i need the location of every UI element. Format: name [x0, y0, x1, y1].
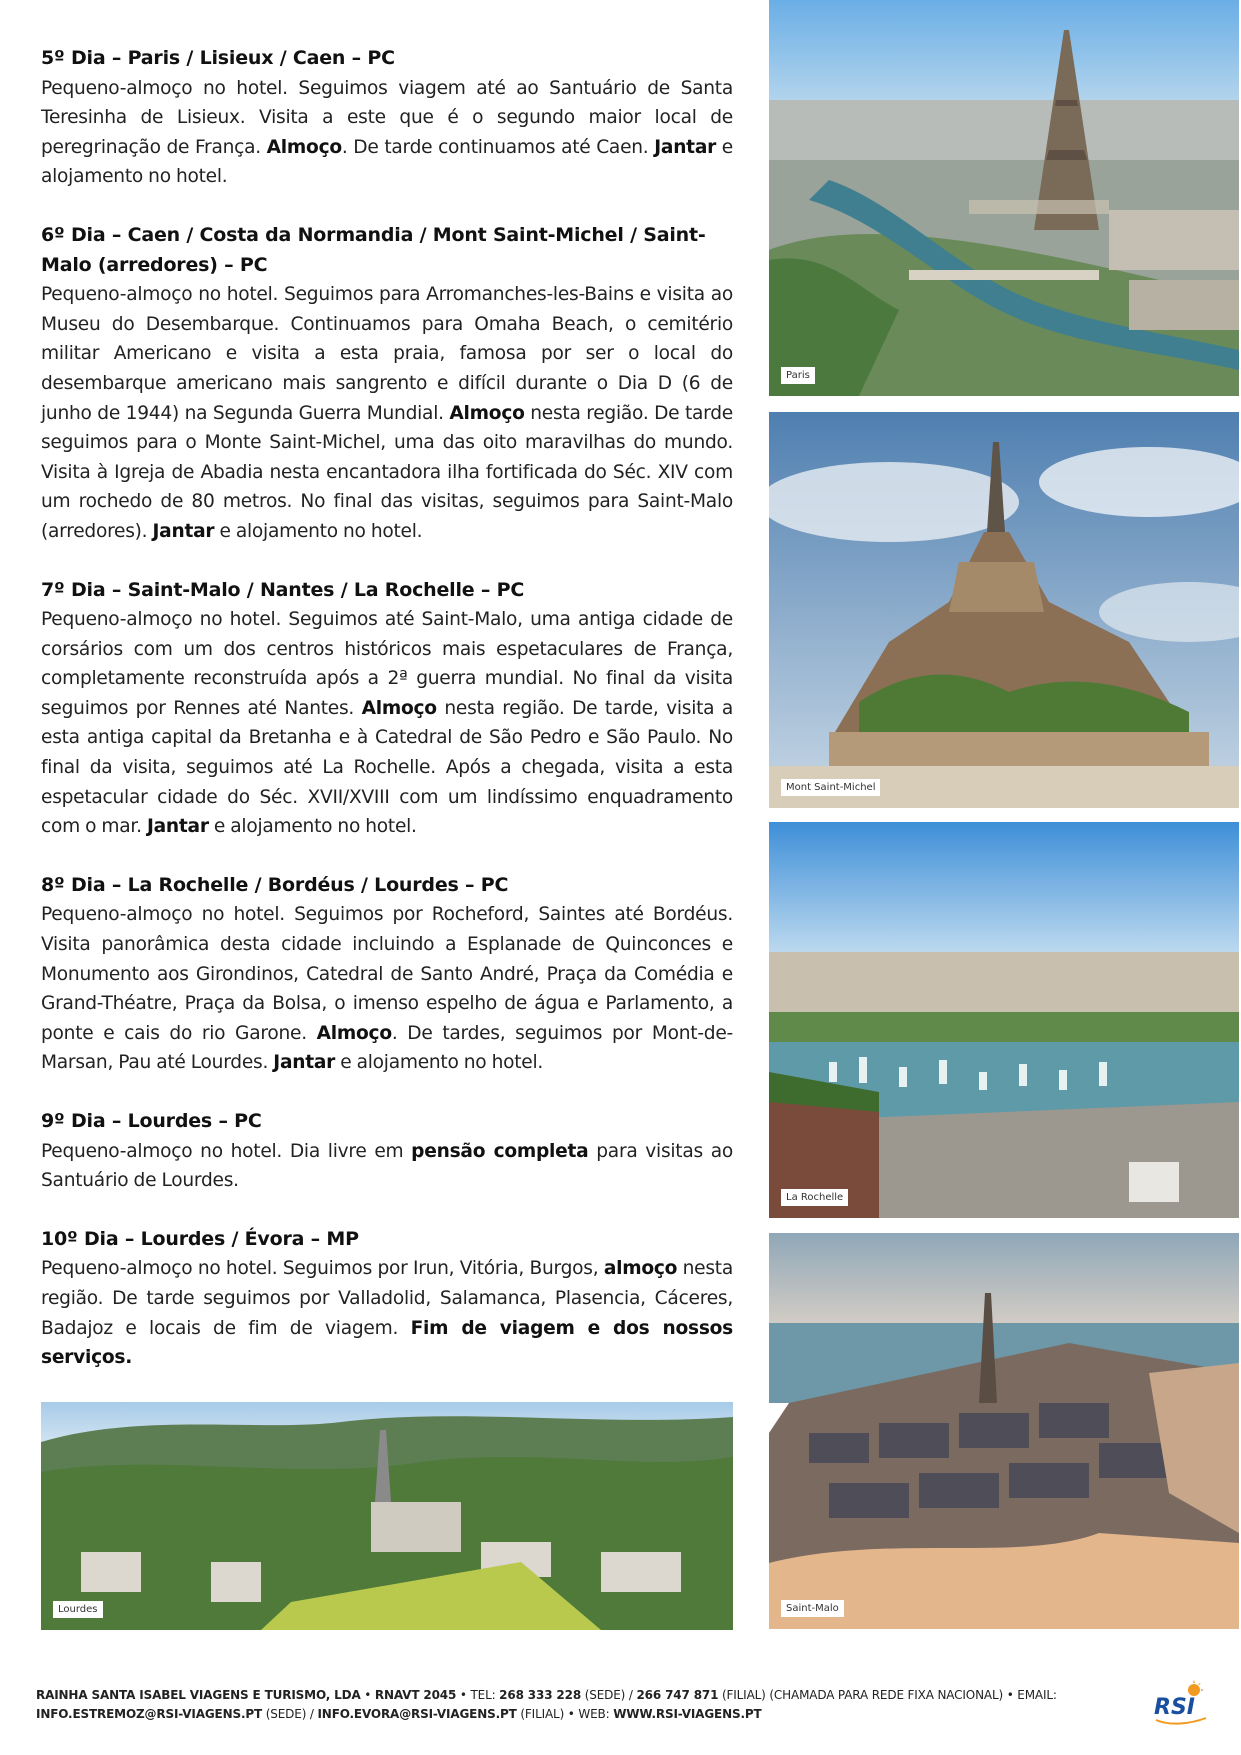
photo-caption: Lourdes — [53, 1601, 103, 1618]
bold-text: Jantar — [273, 1052, 336, 1074]
day-title: 6º Dia – Caen / Costa da Normandia / Mont Saint-Michel / Saint-Malo (arredores) – PC — [41, 223, 706, 276]
body-text: Pequeno-almoço no hotel. Seguimos até Saint-Malo, uma antiga cidade de corsários com um dos centros históricos mais espetaculares de França, completamente reconstruída após a 2ª guerra mundial. No final da visita seguimos por Rennes até Nantes. — [41, 609, 733, 719]
day-title: 7º Dia – Saint-Malo / Nantes / La Rochelle – PC — [41, 578, 525, 601]
paris-photo — [769, 0, 1239, 396]
day-body — [41, 900, 733, 1078]
photo-caption: La Rochelle — [781, 1189, 848, 1206]
sun-icon — [1188, 1680, 1204, 1696]
body-text: nesta região. De tarde seguimos para o Monte Saint-Michel, uma das oito maravilhas do mundo. Visita à Igreja de Abadia nesta encantadora ilha fortificada do Séc. XIV com um rochedo de 80 metros. No final das visitas, seguimos para Saint-Malo (arredores). — [41, 402, 733, 542]
sede-label: (SEDE) — [265, 1707, 307, 1721]
footer-contact: RAINHA SANTA ISABEL VIAGENS E TURISMO, LDA • RNAVT 2045 • TEL: 268 333 228 (SEDE) / 266 747 871 (FILIAL) (CHAMADA PARA REDE FIXA NACIONAL) • EMAIL: INFO.ESTREMOZ@RSI-VIAGENS.PT (SEDE) / INFO.EVORA@RSI-VIAGENS.PT (FILIAL) • WEB: WWW.RSI-VIAGENS.PT — [36, 1688, 1057, 1721]
body-text: e alojamento no hotel. — [41, 136, 733, 188]
body-text: Pequeno-almoço no hotel. Dia livre em — [41, 1140, 412, 1162]
body-text: nesta região. De tarde, visita a esta antiga capital da Bretanha e à Catedral de São Pedro e São Paulo. No final da visita, seguimos até La Rochelle. Após a chegada, visita a esta espetacular cidade do Séc. XVII/XVIII com um lindíssimo enquadramento com o mar. — [41, 697, 733, 838]
day-5 — [41, 44, 733, 192]
day-title: 8º Dia – La Rochelle / Bordéus / Lourdes – PC — [41, 873, 509, 896]
rsi-logo — [1150, 1680, 1210, 1728]
day-title: 9º Dia – Lourdes – PC — [41, 1110, 262, 1132]
day-7 — [41, 576, 733, 842]
body-text: Pequeno-almoço no hotel. Seguimos por Rocheford, Saintes até Bordéus. Visita panorâmica desta cidade incluindo a Esplanade de Quinconces e Monumento aos Girondinos, Catedral de Santo André, Praça da Comédia e Grand-Théatre, Praça da Bolsa, o imenso espelho de água e Parlamento, a ponte e cais do rio Garone. — [41, 904, 733, 1044]
email-label: EMAIL: — [1017, 1688, 1057, 1702]
website-link[interactable]: WWW.RSI-VIAGENS.PT — [613, 1707, 762, 1721]
bold-text: Almoço — [361, 697, 437, 719]
body-text: e alojamento no hotel. — [208, 816, 417, 838]
lourdes-photo — [41, 1402, 733, 1630]
bold-text: almoço — [603, 1258, 678, 1280]
day-body — [41, 605, 733, 842]
bold-text: Almoço — [316, 1022, 392, 1044]
body-text: . De tardes, seguimos por Mont-de-Marsan, Pau até Lourdes. — [41, 1022, 733, 1074]
itinerary-text-column — [41, 44, 733, 1402]
la-rochelle-photo — [769, 822, 1239, 1218]
sede-label: (SEDE) — [584, 1688, 626, 1702]
day-body — [41, 1137, 733, 1196]
bold-text: Almoço — [449, 402, 525, 424]
day-body — [41, 74, 733, 192]
day-body — [41, 1254, 733, 1372]
bold-text: pensão completa — [411, 1140, 589, 1162]
body-text: Pequeno-almoço no hotel. Seguimos para Arromanches-les-Bains e visita ao Museu do Desembarque. Continuamos para Omaha Beach, o cemitério militar Americano e visita a esta praia, famosa por ser o local do desembarque americano mais sangrento e difícil durante o Dia D (6 de junho de 1944) na Segunda Guerra Mundial. — [41, 284, 733, 424]
day-title: 10º Dia – Lourdes / Évora – MP — [41, 1227, 359, 1250]
email-evora-link[interactable]: INFO.EVORA@RSI-VIAGENS.PT — [317, 1707, 517, 1721]
day-body — [41, 280, 733, 546]
body-text: Pequeno-almoço no hotel. Seguimos por Irun, Vitória, Burgos, — [41, 1258, 604, 1280]
body-text: para visitas ao Santuário de Lourdes. — [41, 1140, 733, 1192]
company-name: RAINHA SANTA ISABEL VIAGENS E TURISMO, LDA — [36, 1688, 361, 1702]
email-estremoz-link[interactable]: INFO.ESTREMOZ@RSI-VIAGENS.PT — [36, 1707, 263, 1721]
tel-sede[interactable]: 268 333 228 — [499, 1688, 582, 1702]
bold-text: Jantar — [654, 136, 717, 158]
filial-label: (FILIAL) — [520, 1707, 565, 1721]
bold-text: Fim de viagem e dos nossos serviços. — [41, 1317, 733, 1369]
bold-text: Almoço — [266, 136, 342, 158]
photo-caption: Saint-Malo — [781, 1600, 844, 1617]
bold-text: Jantar — [146, 816, 209, 838]
day-10 — [41, 1225, 733, 1373]
web-label: WEB: — [578, 1707, 610, 1721]
body-text: nesta região. De tarde seguimos por Valladolid, Salamanca, Plasencia, Cáceres, Badajoz e locais de fim de viagem. — [41, 1258, 733, 1339]
filial-label: (FILIAL) — [721, 1688, 766, 1702]
body-text: e alojamento no hotel. — [335, 1052, 544, 1074]
tel-filial[interactable]: 266 747 871 — [636, 1688, 719, 1702]
day-6 — [41, 221, 733, 547]
photo-caption: Paris — [781, 367, 815, 384]
day-9 — [41, 1107, 733, 1196]
day-title: 5º Dia – Paris / Lisieux / Caen – PC — [41, 47, 395, 69]
tel-label: TEL: — [470, 1688, 496, 1702]
rnavt-number: RNAVT 2045 — [374, 1688, 457, 1702]
photo-caption: Mont Saint-Michel — [781, 779, 880, 796]
day-8 — [41, 871, 733, 1078]
mont-saint-michel-photo — [769, 412, 1239, 808]
body-text: Pequeno-almoço no hotel. Seguimos viagem até ao Santuário de Santa Teresinha de Lisieux. Visita a este que é o segundo maior local de peregrinação de França. — [41, 77, 733, 158]
bold-text: Jantar — [152, 520, 215, 542]
body-text: e alojamento no hotel. — [214, 520, 423, 542]
logo-text: RSI — [1154, 1695, 1195, 1720]
chamada-note: (CHAMADA PARA REDE FIXA NACIONAL) — [769, 1688, 1004, 1702]
body-text: . De tarde continuamos até Caen. — [341, 136, 655, 158]
saint-malo-photo — [769, 1233, 1239, 1629]
